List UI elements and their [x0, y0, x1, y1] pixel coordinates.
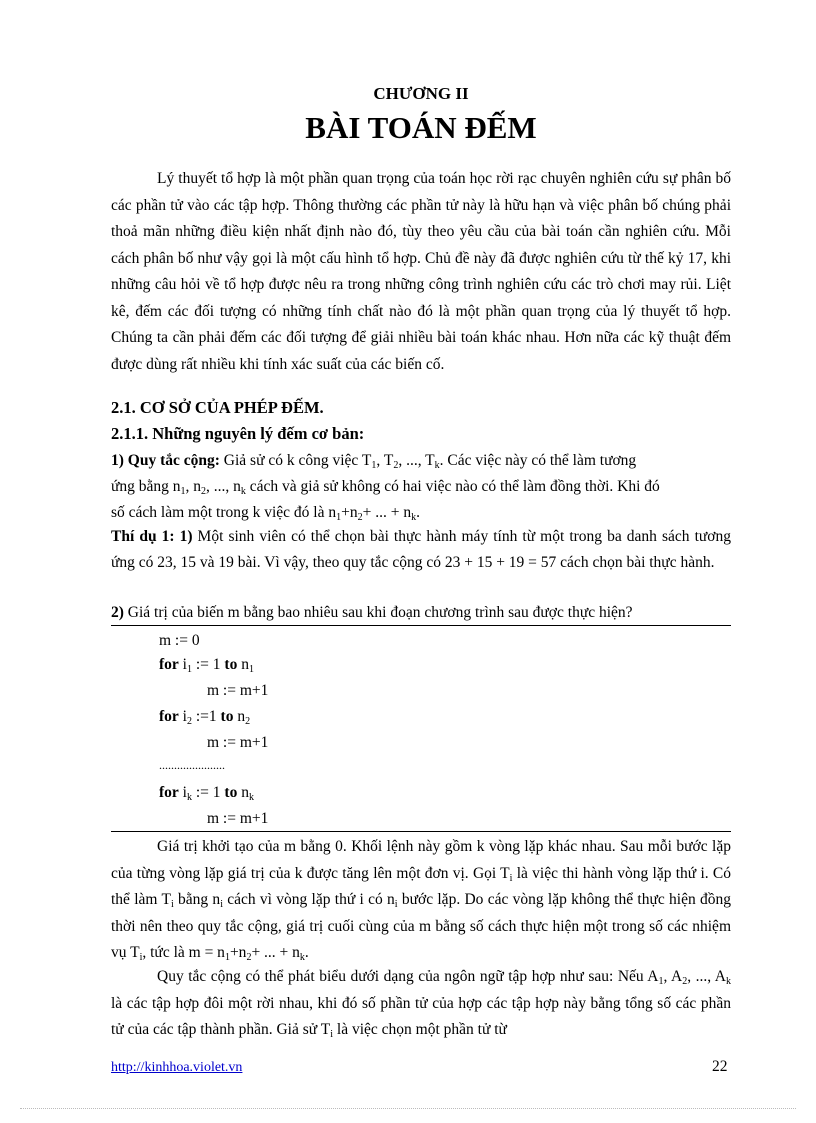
section-heading: 2.1. CƠ SỞ CỦA PHÉP ĐẾM. — [111, 398, 324, 417]
subsection-heading: 2.1.1. Những nguyên lý đếm cơ bản: — [111, 424, 365, 443]
code-body-k: m := m+1 — [207, 810, 269, 827]
page-bottom-divider — [20, 1108, 796, 1109]
code-init: m := 0 — [159, 632, 200, 649]
code-for-2: for $i_2$ :=1 to $n_2$ — [159, 708, 251, 727]
code-bottom-rule — [111, 831, 731, 832]
code-for-k: for $i_k$ := 1 to $n_k$ — [159, 784, 254, 803]
code-body-2: m := m+1 — [207, 734, 269, 751]
footer-link[interactable]: http://kinhhoa.violet.vn — [111, 1060, 243, 1075]
addition-rule-line-3: số cách làm một trong k việc đó là $n_1+n_2+$ ... + $n_k$. — [111, 504, 420, 523]
page-number: 22 — [712, 1058, 728, 1075]
chapter-title: BÀI TOÁN ĐẾM — [305, 110, 537, 145]
addition-rule-label: 1) Quy tắc cộng: — [111, 452, 220, 469]
question-2: 2) Giá trị của biến m bằng bao nhiêu sau khi đoạn chương trình sau được thực hiện? — [111, 604, 633, 621]
code-body-1: m := m+1 — [207, 682, 269, 699]
code-for-1: for $i_1$ := 1 to $n_1$ — [159, 656, 254, 675]
code-top-rule — [111, 625, 731, 626]
code-ellipsis: ...................... — [159, 758, 225, 772]
chapter-label: CHƯƠNG II — [373, 84, 469, 103]
intro-paragraph: Lý thuyết tổ hợp là một phần quan trọng của toán học rời rạc chuyên nghiên cứu sự phân bố các phần tử vào các tập hợp. Thông thường các phần tử này là hữu hạn và việc phân bố chúng phải thoả mãn những điều kiện nhất định nào đó, tùy theo yêu cầu của bài toán cần nghiên cứu. Mỗi cách phân bố như vậy gọi là một cấu hình tổ hợp. Chủ đề này đã được nghiên cứu từ thế kỷ 17, khi những câu hỏi về tổ hợp được nêu ra trong những công trình nghiên cứu các trò chơi may rủi. Liệt kê, đếm các đối tượng có những tính chất nào đó là một phần quan trọng của lý thuyết tổ hợp. Chúng ta cần phải đếm các đối tượng để giải nhiều bài toán khác nhau. Hơn nữa các kỹ thuật đếm được dùng rất nhiều khi tính xác suất của các biến cố. — [111, 170, 731, 373]
example-label: Thí dụ 1: 1) — [111, 528, 193, 545]
set-rule-paragraph: Quy tắc cộng có thể phát biểu dưới dạng của ngôn ngữ tập hợp như sau: Nếu $A_1$, $A_2$, ..., $A_k$ là các tập hợp đôi một rời nhau, khi đó số phần tử của hợp các tập hợp này bằng tổng số các phần tử của các tập thành phần. Giả sử $T_i$ là việc chọn một phần tử từ — [111, 968, 732, 1040]
addition-rule-line-2: ứng bằng $n_1$, $n_2$, ..., $n_k$ cách và giả sử không có hai việc nào có thể làm đồng thời. Khi đó — [111, 478, 660, 497]
addition-rule-line-1: 1) Quy tắc cộng: Giả sử có k công việc $T_1$, $T_2$, ..., $T_k$. Các việc này có thể làm tương — [111, 452, 637, 471]
code-explanation-paragraph: Giá trị khởi tạo của m bằng 0. Khối lệnh này gồm k vòng lặp khác nhau. Sau mỗi bước lặp của từng vòng lặp giá trị của k được tăng lên một đơn vị. Gọi $T_i$ là việc thi hành vòng lặp thứ i. Có thể làm $T_i$ bằng $n_i$ cách vì vòng lặp thứ i có $n_i$ bước lặp. Do các vòng lặp không thể thực hiện đồng thời nên theo quy tắc cộng, giá trị cuối cùng của m bằng số cách thực hiện một trong số các nhiệm vụ $T_i$, tức là $m = n_1+n_2+$ ... + $n_k$. — [111, 838, 731, 963]
example-1-paragraph: Thí dụ 1: 1) Một sinh viên có thể chọn bài thực hành máy tính từ một trong ba danh sách tương ứng có 23, 15 và 19 bài. Vì vậy, theo quy tắc cộng có 23 + 15 + 19 = 57 cách chọn bài thực hành. — [111, 528, 731, 571]
